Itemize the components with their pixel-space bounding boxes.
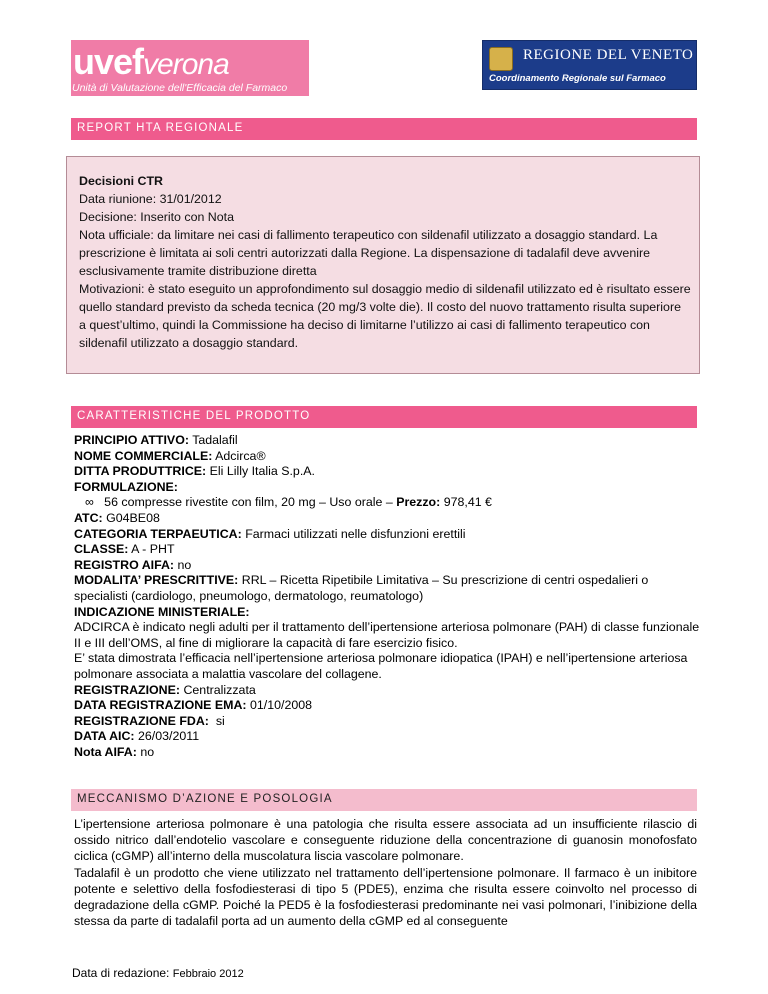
decision-line: Nota ufficiale: da limitare nei casi di fallimento terapeutico con sildenafil utilizzato a dosaggio standard. La prescrizione è limitata ai soli centri autorizzati dalla Regione. La dispensazione di tadalafil deve avvenire esclusivamente tramite distribuzione diretta [79, 228, 658, 278]
indication-text: E’ stata dimostrata l’efficacia nell’ipertensione arteriosa polmonare idiopatica (IPAH) e nell’ipertensione arteriosa polmonare associata a malattia vascolare del collagene. [74, 651, 688, 681]
field-value: Tadalafil [192, 433, 238, 447]
mechanism-section-bar [71, 789, 697, 811]
footer-label: Data di redazione: [72, 966, 170, 980]
mechanism-section-title: MECCANISMO D’AZIONE E POSOLOGIA [77, 793, 333, 805]
veneto-subtitle: Coordinamento Regionale sul Farmaco [489, 73, 666, 84]
field-value: no [177, 557, 192, 572]
field-value: Centralizzata [183, 682, 256, 697]
field-value: Adcirca® [215, 448, 266, 463]
logo-brand-bold: uvef [73, 41, 144, 82]
paragraph: L’ipertensione arteriosa polmonare è una patologia che risulta essere associata ad un insufficiente rilascio di ossido nitrico dall’endotelio vascolare e conseguente riduzione della concentrazione di guanosin monofosfato ciclica (cGMP) all’interno della muscolatura liscia vascolare polmonare. [74, 817, 697, 864]
field-value: si [215, 713, 225, 728]
field-value: 01/10/2008 [250, 698, 313, 713]
bullet-icon: ∞ [85, 495, 94, 510]
report-title-bar [71, 118, 697, 140]
indication-text: ADCIRCA è indicato negli adulti per il trattamento dell’ipertensione arteriosa polmonare (PAH) di classe funzionale II e III dell’OMS, al fine di migliorare la capacità di fare esercizio fisico. [74, 620, 700, 650]
field-value: 26/03/2011 [138, 729, 200, 744]
field-label: Nota AIFA: [74, 744, 137, 759]
field-label: INDICAZIONE MINISTERIALE: [74, 604, 250, 619]
logo-subtitle: Unità di Valutazione dell'Efficacia del Farmaco [72, 82, 288, 94]
field-value: A - PHT [131, 542, 175, 557]
field-label: FORMULAZIONE: [74, 479, 178, 494]
product-details [74, 433, 702, 760]
field-label: NOME COMMERCIALE: [74, 448, 213, 463]
field-label: PRINCIPIO ATTIVO: [74, 433, 189, 447]
regione-veneto-logo [482, 40, 697, 90]
product-section-title: CARATTERISTICHE DEL PRODOTTO [77, 410, 311, 422]
field-label: DITTA PRODUTTRICE: [74, 464, 207, 479]
mechanism-text [74, 816, 697, 929]
paragraph: Tadalafil è un prodotto che viene utilizzato nel trattamento dell’ipertensione polmonare. Il farmaco è un inibitore potente e selettivo della fosfodiesterasi di tipo 5 (PDE5), enzima che risulta essere coinvolto nel processo di degradazione della cGMP. Poiché la PED5 è la fosfodiesterasi predominante nei vasi polmonari, l’inibizione della stessa da parte di tadalafil porta ad un aumento della cGMP ed al conseguente [74, 865, 697, 929]
field-value: 978,41 € [443, 495, 492, 510]
decisions-box [66, 156, 700, 374]
field-label: REGISTRAZIONE: [74, 682, 181, 697]
field-value: no [140, 744, 155, 759]
decisions-heading: Decisioni CTR [79, 174, 163, 188]
footer [72, 966, 244, 980]
footer-date: Febbraio 2012 [172, 968, 244, 980]
decision-line: Data riunione: 31/01/2012 [79, 192, 222, 206]
field-label: DATA AIC: [74, 729, 135, 744]
field-label: CATEGORIA TERPAEUTICA: [74, 526, 242, 541]
uvef-verona-logo [71, 40, 309, 96]
field-value: Farmaci utilizzati nelle disfunzioni erettili [245, 526, 466, 541]
field-value: 56 compresse rivestite con film, 20 mg – Uso orale – [104, 495, 393, 510]
field-label: ATC: [74, 510, 103, 525]
field-label: DATA REGISTRAZIONE EMA: [74, 698, 247, 713]
logo-brand-light: verona [143, 48, 229, 81]
field-label: REGISTRAZIONE FDA: [74, 713, 209, 728]
product-section-bar [71, 406, 697, 428]
field-label: CLASSE: [74, 542, 129, 557]
decision-line: Decisione: Inserito con Nota [79, 210, 234, 224]
field-label: REGISTRO AIFA: [74, 557, 175, 572]
field-value: RRL – Ricetta Ripetibile Limitativa – Su prescrizione di centri ospedalieri o specialisti (cardiologo, pneumologo, dermatologo, reumatologo) [74, 573, 649, 603]
veneto-title: REGIONE DEL VENETO [523, 47, 694, 63]
field-label: Prezzo: [396, 495, 441, 510]
field-value: Eli Lilly Italia S.p.A. [209, 464, 315, 479]
decision-line: Motivazioni: è stato eseguito un approfondimento sul dosaggio medio di sildenafil utilizzato ed è risultato essere quello standard previsto da scheda tecnica (20 mg/3 volte die). Il costo del nuovo trattamento risulta superiore a quest’ultimo, quindi la Commissione ha deciso di limitarne l’utilizzo ai casi di fallimento terapeutico con sildenafil utilizzato a dosaggio standard. [79, 282, 691, 350]
crest-icon [489, 47, 513, 71]
field-label: MODALITA’ PRESCRITTIVE: [74, 573, 239, 588]
field-value: G04BE08 [106, 510, 160, 525]
report-title: REPORT HTA REGIONALE [77, 122, 244, 134]
